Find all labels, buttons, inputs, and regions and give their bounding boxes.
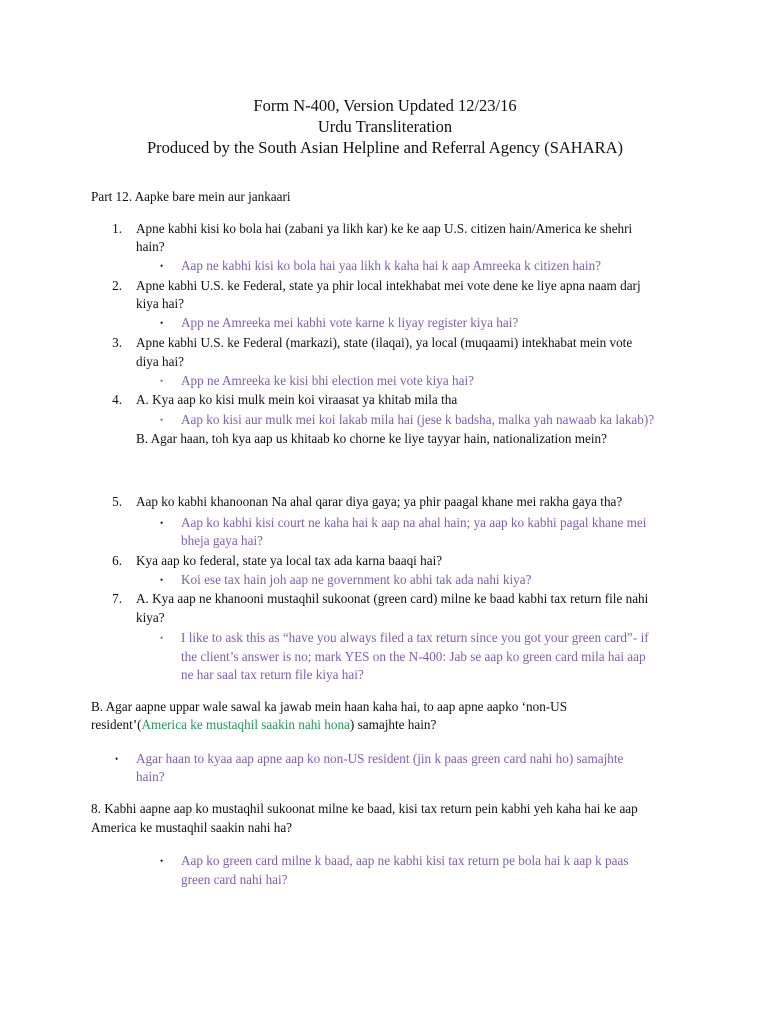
item-number: 6. [112, 553, 122, 568]
question-text: Kya aap ko federal, state ya local tax ada karna baaqi hai? [136, 553, 443, 568]
question-text: B. Agar haan, toh kya aap us khitaab ko chorne ke liye tayyar hain, nationalization mein? [136, 431, 607, 446]
item-number: 7. [112, 591, 122, 606]
translation-note: ne har saal tax return file kiya hai? [181, 667, 364, 682]
translation-note: hain? [136, 769, 165, 784]
bullet-icon: • [160, 261, 164, 271]
question-text: Apne kabhi U.S. ke Federal (markazi), state (ilaqai), ya local (muqaami) intekhabat mein vote [136, 335, 633, 350]
text-segment: resident’( [91, 717, 142, 732]
translation-note: Aap ko green card milne k baad, aap ne kabhi kisi tax return pe bola hai k aap k paas [181, 853, 629, 868]
translation-note: Aap ne kabhi kisi ko bola hai yaa likh k kaha hai k aap Amreeka k citizen hain? [181, 258, 602, 273]
item-number: 1. [112, 221, 122, 236]
form-title: Form N-400, Version Updated 12/23/16 [253, 96, 517, 115]
question-text: Aap ko kabhi khanoonan Na ahal qarar diya gaya; ya phir paagal khane mei rakha gaya tha? [136, 494, 623, 509]
question-text: A. Kya aap ne khanooni mustaqhil sukoonat (green card) milne ke baad kabhi tax return file nahi [136, 591, 649, 606]
translation-note: Agar haan to kyaa aap apne aap ko non-US resident (jin k paas green card nahi ho) samajhte [136, 751, 624, 766]
producer-line: Produced by the South Asian Helpline and Referral Agency (SAHARA) [146, 138, 624, 157]
translation-note: I like to ask this as “have you always filed a tax return since you got your green card”- if [181, 630, 649, 645]
translation-note: bheja gaya hai? [181, 533, 264, 548]
part-heading: Part 12. Aapke bare mein aur jankaari [91, 189, 291, 204]
translation-note: App ne Amreeka ke kisi bhi election mei vote kiya hai? [181, 373, 474, 388]
text-segment: ) samajhte hain? [349, 717, 437, 732]
translation-note: Aap ko kisi aur mulk mei koi lakab mila hai (jese k badsha, malka yah nawaab ka lakab)? [181, 412, 655, 427]
item-number: 4. [112, 392, 122, 407]
item-number: 2. [112, 278, 122, 293]
question-text: diya hai? [136, 354, 184, 369]
highlighted-text: America ke mustaqhil saakin nahi hona [141, 717, 350, 732]
question-text: Apne kabhi U.S. ke Federal, state ya phir local intekhabat mei vote dene ke liye apna naam darj [136, 278, 641, 293]
translation-note: App ne Amreeka mei kabhi vote karne k liyay register kiya hai? [181, 315, 519, 330]
bullet-icon: • [160, 318, 164, 328]
section-b-question: B. Agar aapne uppar wale sawal ka jawab mein haan kaha hai, to aap apne aapko ‘non-US [91, 699, 568, 714]
question-text: kiya? [136, 610, 165, 625]
bullet-icon: • [115, 754, 119, 764]
question-8-text: 8. Kabhi aapne aap ko mustaqhil sukoonat milne ke baad, kisi tax return pein kabhi yeh kaha hai ke aap [91, 801, 638, 816]
bullet-icon: • [160, 376, 164, 386]
section-b-question [91, 716, 436, 734]
bullet-icon: • [160, 575, 164, 585]
translation-note: Koi ese tax hain joh aap ne government ko abhi tak ada nahi kiya? [181, 572, 532, 587]
translation-note: Aap ko kabhi kisi court ne kaha hai k aap na ahal hain; ya aap ko kabhi pagal khane mei [181, 515, 647, 530]
bullet-icon: • [160, 415, 164, 425]
question-8-text: America ke mustaqhil saakin nahi ha? [91, 820, 293, 835]
translation-note: the client’s answer is no; mark YES on the N-400: Jab se aap ko green card mila hai aap [181, 649, 646, 664]
question-text: hain? [136, 239, 165, 254]
translation-note: green card nahi hai? [181, 872, 288, 887]
question-text: kiya hai? [136, 296, 184, 311]
bullet-icon: • [160, 856, 164, 866]
bullet-icon: • [160, 633, 164, 643]
bullet-icon: • [160, 518, 164, 528]
item-number: 3. [112, 335, 122, 350]
form-subtitle: Urdu Transliteration [317, 117, 453, 136]
item-number: 5. [112, 494, 122, 509]
question-text: A. Kya aap ko kisi mulk mein koi viraasat ya khitab mila tha [136, 392, 458, 407]
question-text: Apne kabhi kisi ko bola hai (zabani ya likh kar) ke ke aap U.S. citizen hain/America ke shehri [136, 221, 633, 236]
